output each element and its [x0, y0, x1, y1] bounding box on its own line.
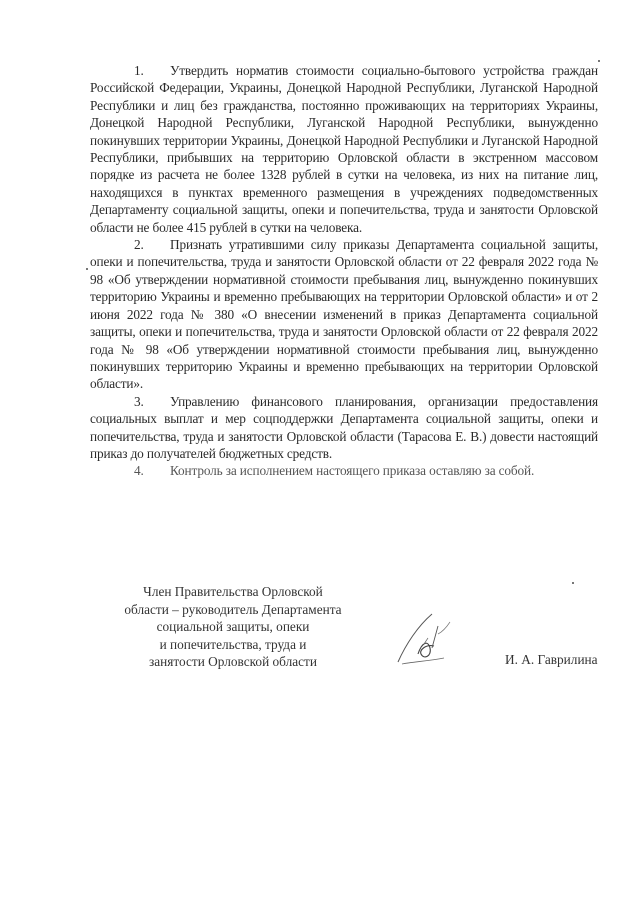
position-line: Член Правительства Орловской	[143, 584, 323, 599]
paragraph-number: 4.	[134, 463, 144, 479]
paragraph-number: 3.	[134, 393, 144, 409]
paragraph-text: Управлению финансового планирования, организации предоставления социальных выплат и мер соцподдержки Департамента социальной защиты, опеки и попечительства, труда и занятости Орловской области (Тарасова Е. В.) довести настоящий приказ до получателей бюджетных средств.	[90, 393, 598, 461]
order-body	[90, 62, 598, 480]
position-line: и попечительства, труда и	[159, 636, 307, 652]
signer-name: И. А. Гаврилина	[505, 652, 598, 667]
scan-mark	[572, 582, 574, 584]
paragraph-text: Контроль за исполнением настоящего приказа оставляю за собой.	[170, 463, 535, 479]
paragraph-2	[90, 236, 598, 393]
scan-mark	[86, 268, 88, 270]
paragraph-number: 1.	[134, 63, 144, 78]
paragraph-text: Утвердить норматив стоимости социально-бытового устройства граждан Российской Федерации, Украины, Донецкой Народной Республики, Луганской Народной Республики и лиц без гражданства, постоянно проживающих на территориях Украины, Донецкой Народной Республики, Луганской Народной Республики, вынужденно покинувших территории Украины, Донецкой Народной Республики и Луганской Народной Республики, прибывших на территорию Орловской области в экстренном массовом порядке из расчета не более 1328 рублей в сутки на человека, из них на питание лиц, находящихся в пунктах временного размещения в учреждениях подведомственных Департаменту социальной защиты, опеки и попечительства, труда и занятости Орловской области не более 415 рублей в сутки на человека.	[90, 63, 598, 235]
paragraph-1	[90, 62, 598, 236]
signatory-position	[108, 583, 358, 671]
paragraph-text: Признать утратившими силу приказы Департамента социальной защиты, опеки и попечительства, труда и занятости Орловской области от 22 февраля 2022 года № 98 «Об утверждении нормативной стоимости пребывания лиц, вынужденно покинувших территорию Украины и временно пребывающих на территории Орловской области» и от 2 июня 2022 года № 380 «О внесении изменений в приказ Департамента социальной защиты, опеки и попечительства, труда и занятости Орловской области от 22 февраля 2022 года № 98 «Об утверждении нормативной стоимости пребывания лиц, вынужденно покинувших территорию Украины и временно пребывающих на территории Орловской области».	[90, 237, 598, 392]
position-line: занятости Орловской области	[149, 654, 317, 670]
paragraph-number: 2.	[134, 237, 144, 253]
handwritten-signature	[388, 604, 468, 674]
paragraph-3	[90, 393, 598, 463]
position-line: социальной защиты, опеки	[156, 619, 310, 635]
position-line: области – руководитель Департамента	[124, 601, 342, 617]
paragraph-4	[90, 462, 598, 479]
scan-mark	[598, 60, 600, 62]
